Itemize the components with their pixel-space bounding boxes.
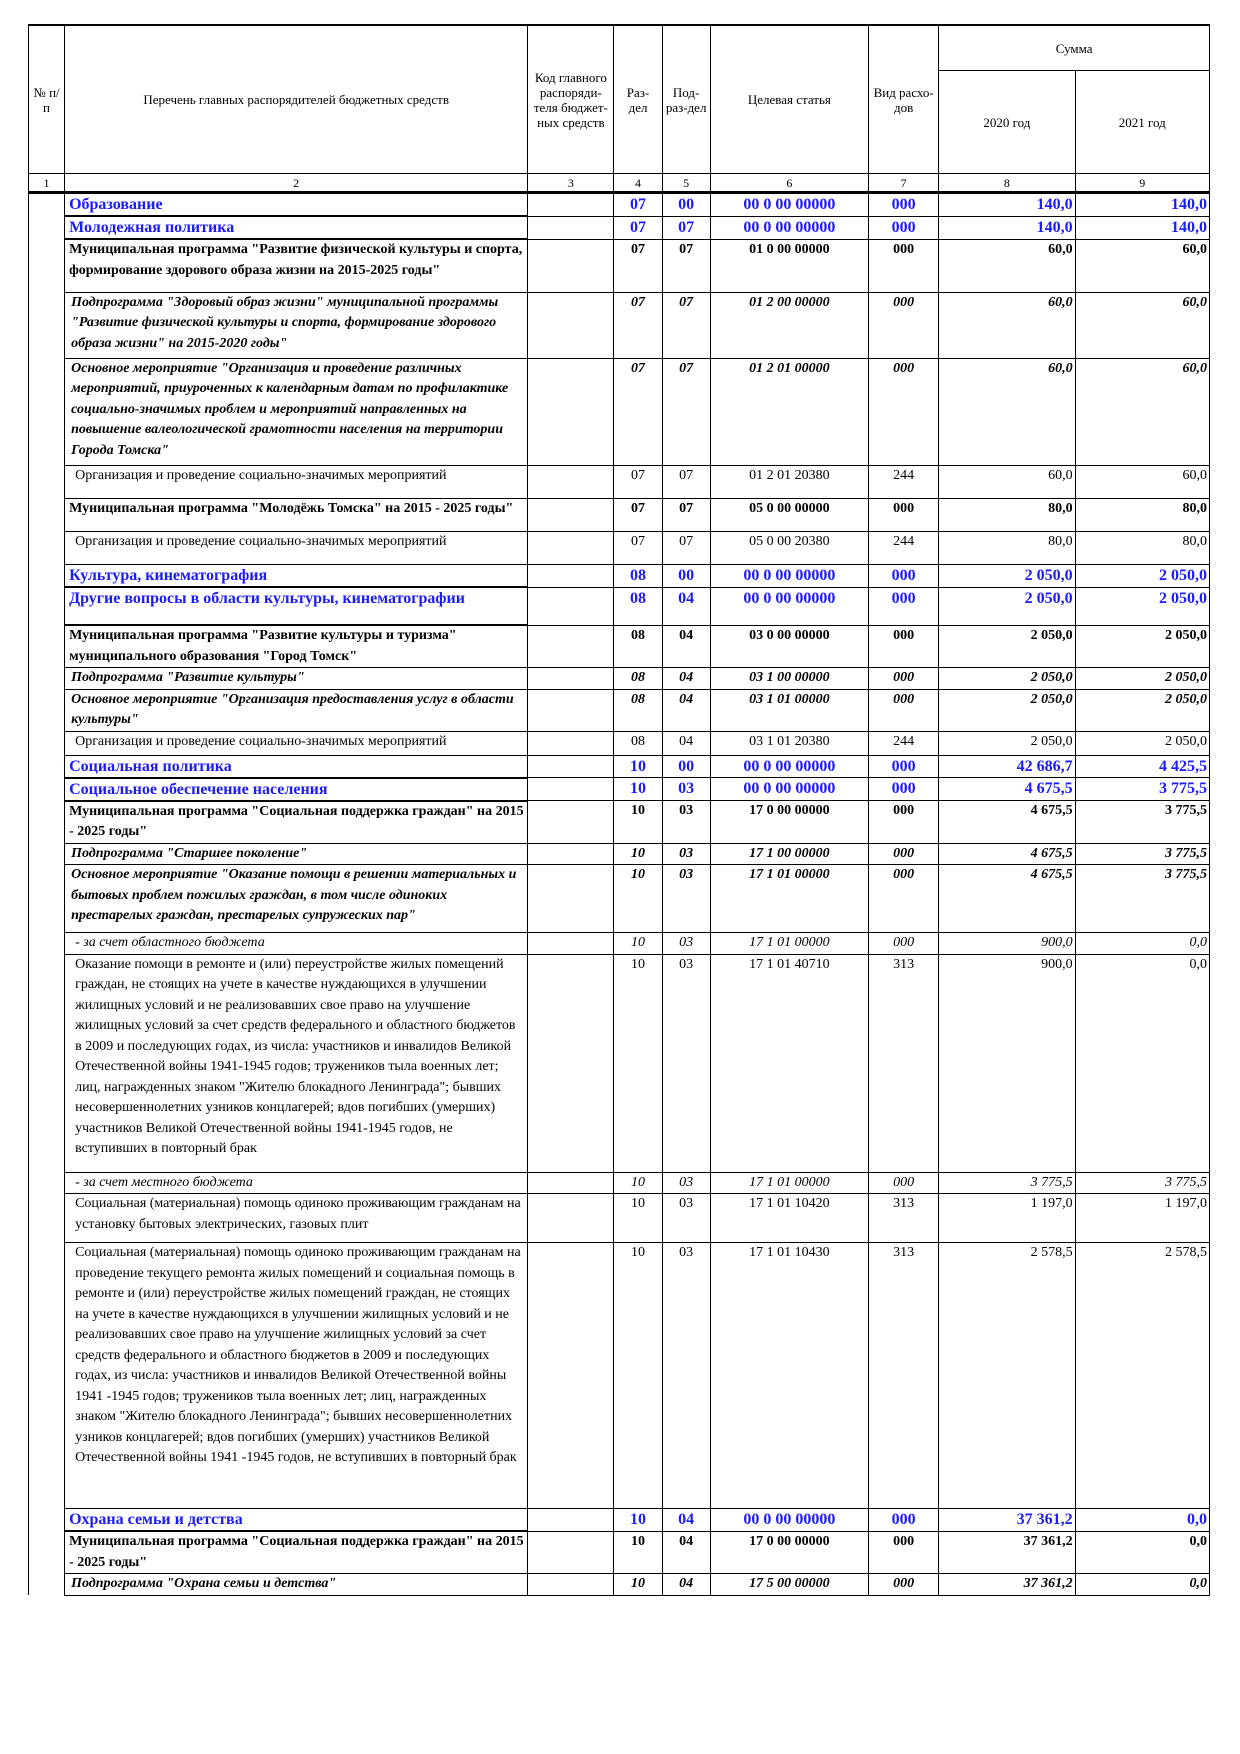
row-sum-2020: 3 775,5	[939, 1172, 1075, 1194]
table-row	[29, 954, 1210, 1172]
row-num-cell	[29, 865, 65, 933]
header-2021: 2021 год	[1075, 71, 1209, 174]
row-num-cell	[29, 755, 65, 778]
row-sum-2020: 4 675,5	[939, 843, 1075, 865]
row-podrazdel: 04	[662, 668, 710, 690]
col-number: 1	[29, 174, 65, 193]
row-razdel: 10	[614, 933, 662, 955]
row-razdel: 08	[614, 689, 662, 731]
row-sum-2021: 2 050,0	[1075, 625, 1209, 668]
table-row	[29, 668, 1210, 690]
row-target: 17 1 01 40710	[710, 954, 868, 1172]
row-name: Оказание помощи в ремонте и (или) переустройстве жилых помещений граждан, не стоящих на учете в качестве нуждающихся в улучшении жилищных условий и не реализовавших свое право на улучшение жилищных условий за счет средств федерального и областного бюджетов в 2009 и последующих годах, из числа: участников и инвалидов Великой Отечественной войны 1941-1945 годов; тружеников тыла военных лет; лиц, награжденных знаком "Жителю блокадного Ленинграда"; бывших несовершеннолетних узников концлагерей; вдов погибших (умерших) участников Великой Отечественной войны 1941-1945 годов, не вступивших в повторный брак	[65, 954, 528, 1172]
row-num-cell	[29, 239, 65, 292]
row-vid: 244	[869, 731, 939, 755]
row-target: 00 0 00 00000	[710, 193, 868, 217]
row-num-cell	[29, 531, 65, 564]
row-target: 03 1 00 00000	[710, 668, 868, 690]
row-name: Организация и проведение социально-значимых мероприятий	[65, 465, 528, 498]
row-podrazdel: 00	[662, 755, 710, 778]
row-razdel: 10	[614, 1243, 662, 1509]
row-target: 17 0 00 00000	[710, 1531, 868, 1574]
row-code	[528, 239, 614, 292]
row-sum-2021: 80,0	[1075, 531, 1209, 564]
row-name: Социальная (материальная) помощь одиноко проживающим гражданам на установку бытовых электрических, газовых плит	[65, 1194, 528, 1243]
row-vid: 000	[869, 239, 939, 292]
row-vid: 000	[869, 865, 939, 933]
row-num-cell	[29, 731, 65, 755]
row-sum-2021: 60,0	[1075, 358, 1209, 465]
row-name: Культура, кинематография	[65, 564, 528, 587]
row-code	[528, 731, 614, 755]
row-vid: 000	[869, 358, 939, 465]
row-name: Муниципальная программа "Социальная поддержка граждан" на 2015 - 2025 годы"	[65, 1531, 528, 1574]
table-row	[29, 465, 1210, 498]
row-podrazdel: 03	[662, 865, 710, 933]
row-razdel: 08	[614, 731, 662, 755]
table-row	[29, 358, 1210, 465]
row-code	[528, 933, 614, 955]
row-name: Социальная (материальная) помощь одиноко проживающим гражданам на проведение текущего ремонта жилых помещений и социальная помощь в ремонте и (или) переустройстве жилых помещений граждан, не стоящих на учете в качестве нуждающихся в улучшении жилищных условий и не реализовавших свое право на улучшение жилищных условий за счет средств федерального и областного бюджетов в 2009 и последующих годах, из числа: участников и инвалидов Великой Отечественной войны 1941 -1945 годов; тружеников тыла военных лет; лиц, награжденных знаком "Жителю блокадного Ленинграда"; бывших несовершеннолетних узников концлагерей; вдов погибших (умерших) участников Великой Отечественной войны 1941 -1945 годов, не вступивших в повторный брак	[65, 1243, 528, 1509]
row-sum-2020: 60,0	[939, 292, 1075, 358]
row-num-cell	[29, 1574, 65, 1596]
row-podrazdel: 03	[662, 1243, 710, 1509]
row-target: 00 0 00 00000	[710, 755, 868, 778]
row-sum-2021: 60,0	[1075, 465, 1209, 498]
row-sum-2021: 2 050,0	[1075, 668, 1209, 690]
header-name: Перечень главных распорядителей бюджетных средств	[65, 25, 528, 174]
row-podrazdel: 04	[662, 625, 710, 668]
row-name: Муниципальная программа "Развитие физической культуры и спорта, формирование здорового образа жизни на 2015-2025 годы"	[65, 239, 528, 292]
row-target: 01 0 00 00000	[710, 239, 868, 292]
row-code	[528, 778, 614, 801]
row-sum-2020: 4 675,5	[939, 865, 1075, 933]
row-razdel: 08	[614, 625, 662, 668]
row-vid: 000	[869, 216, 939, 239]
row-name: Основное мероприятие "Организация и проведение различных мероприятий, приуроченных к календарным датам по профилактике социально-значимых проблем и мероприятий направленных на повышение валеологической грамотности населения на территории Города Томска"	[65, 358, 528, 465]
row-sum-2020: 2 050,0	[939, 564, 1075, 587]
header-target: Целевая статья	[710, 25, 868, 174]
table-row	[29, 731, 1210, 755]
row-num-cell	[29, 587, 65, 625]
table-row	[29, 801, 1210, 844]
row-vid: 000	[869, 1172, 939, 1194]
row-code	[528, 1194, 614, 1243]
row-code	[528, 465, 614, 498]
table-row	[29, 1172, 1210, 1194]
row-name: - за счет областного бюджета	[65, 933, 528, 955]
row-podrazdel: 04	[662, 731, 710, 755]
row-podrazdel: 07	[662, 239, 710, 292]
row-code	[528, 1509, 614, 1532]
row-target: 00 0 00 00000	[710, 564, 868, 587]
row-name: Муниципальная программа "Молодёжь Томска" на 2015 - 2025 годы"	[65, 498, 528, 531]
budget-table	[28, 24, 1210, 1596]
row-sum-2020: 1 197,0	[939, 1194, 1075, 1243]
row-target: 05 0 00 00000	[710, 498, 868, 531]
row-sum-2020: 37 361,2	[939, 1509, 1075, 1532]
row-num-cell	[29, 1509, 65, 1532]
row-target: 03 1 01 00000	[710, 689, 868, 731]
row-code	[528, 292, 614, 358]
col-number: 6	[710, 174, 868, 193]
row-razdel: 07	[614, 216, 662, 239]
table-row	[29, 1509, 1210, 1532]
row-code	[528, 954, 614, 1172]
col-number: 9	[1075, 174, 1209, 193]
row-num-cell	[29, 933, 65, 955]
row-sum-2021: 80,0	[1075, 498, 1209, 531]
row-vid: 000	[869, 755, 939, 778]
row-sum-2020: 140,0	[939, 216, 1075, 239]
row-sum-2020: 2 050,0	[939, 731, 1075, 755]
table-row	[29, 498, 1210, 531]
row-code	[528, 689, 614, 731]
row-num-cell	[29, 1531, 65, 1574]
row-razdel: 07	[614, 531, 662, 564]
row-code	[528, 587, 614, 625]
row-name: Подпрограмма "Здоровый образ жизни" муниципальной программы "Развитие физической культуры и спорта, формирование здорового образа жизни" на 2015-2020 годы"	[65, 292, 528, 358]
row-podrazdel: 04	[662, 1509, 710, 1532]
row-sum-2020: 37 361,2	[939, 1531, 1075, 1574]
row-target: 01 2 00 00000	[710, 292, 868, 358]
row-sum-2020: 2 050,0	[939, 689, 1075, 731]
row-sum-2020: 80,0	[939, 498, 1075, 531]
row-target: 17 0 00 00000	[710, 801, 868, 844]
row-sum-2021: 3 775,5	[1075, 801, 1209, 844]
header-code: Код главного распоряди-теля бюджет-ных средств	[528, 25, 614, 174]
row-sum-2021: 4 425,5	[1075, 755, 1209, 778]
row-podrazdel: 04	[662, 689, 710, 731]
row-podrazdel: 07	[662, 216, 710, 239]
row-code	[528, 193, 614, 217]
table-row	[29, 865, 1210, 933]
row-razdel: 10	[614, 1194, 662, 1243]
row-name: Организация и проведение социально-значимых мероприятий	[65, 731, 528, 755]
col-number: 3	[528, 174, 614, 193]
row-name: Охрана семьи и детства	[65, 1509, 528, 1532]
row-vid: 000	[869, 843, 939, 865]
row-razdel: 10	[614, 1509, 662, 1532]
row-podrazdel: 04	[662, 1574, 710, 1596]
row-name: Социальное обеспечение населения	[65, 778, 528, 801]
row-sum-2020: 4 675,5	[939, 778, 1075, 801]
table-row	[29, 564, 1210, 587]
row-sum-2021: 2 050,0	[1075, 564, 1209, 587]
row-name: Подпрограмма "Старшее поколение"	[65, 843, 528, 865]
row-sum-2021: 2 578,5	[1075, 1243, 1209, 1509]
row-name: Подпрограмма "Развитие культуры"	[65, 668, 528, 690]
row-code	[528, 216, 614, 239]
row-podrazdel: 00	[662, 193, 710, 217]
row-razdel: 10	[614, 865, 662, 933]
row-razdel: 10	[614, 843, 662, 865]
row-num-cell	[29, 465, 65, 498]
row-name: Образование	[65, 193, 528, 217]
row-code	[528, 1172, 614, 1194]
row-name: Организация и проведение социально-значимых мероприятий	[65, 531, 528, 564]
row-sum-2020: 60,0	[939, 358, 1075, 465]
row-vid: 000	[869, 689, 939, 731]
row-razdel: 08	[614, 564, 662, 587]
row-vid: 000	[869, 498, 939, 531]
row-podrazdel: 07	[662, 465, 710, 498]
row-target: 17 1 01 10430	[710, 1243, 868, 1509]
row-num-cell	[29, 216, 65, 239]
row-vid: 000	[869, 193, 939, 217]
row-target: 17 1 00 00000	[710, 843, 868, 865]
row-vid: 000	[869, 1531, 939, 1574]
row-razdel: 10	[614, 954, 662, 1172]
row-razdel: 07	[614, 465, 662, 498]
row-target: 01 2 01 20380	[710, 465, 868, 498]
row-code	[528, 1531, 614, 1574]
row-sum-2020: 42 686,7	[939, 755, 1075, 778]
row-code	[528, 1574, 614, 1596]
table-body	[29, 193, 1210, 1596]
row-podrazdel: 03	[662, 1172, 710, 1194]
row-razdel: 10	[614, 801, 662, 844]
row-vid: 244	[869, 465, 939, 498]
row-num-cell	[29, 954, 65, 1172]
row-name: - за счет местного бюджета	[65, 1172, 528, 1194]
table-row	[29, 292, 1210, 358]
row-vid: 000	[869, 625, 939, 668]
table-header	[29, 25, 1210, 193]
row-name: Муниципальная программа "Развитие культуры и туризма" муниципального образования "Город Томск"	[65, 625, 528, 668]
row-sum-2020: 80,0	[939, 531, 1075, 564]
table-row	[29, 843, 1210, 865]
row-sum-2021: 1 197,0	[1075, 1194, 1209, 1243]
row-sum-2021: 2 050,0	[1075, 689, 1209, 731]
table-row	[29, 1194, 1210, 1243]
table-row	[29, 216, 1210, 239]
row-razdel: 08	[614, 587, 662, 625]
header-razdel: Раз-дел	[614, 25, 662, 174]
row-num-cell	[29, 668, 65, 690]
row-sum-2020: 900,0	[939, 933, 1075, 955]
table-row	[29, 1243, 1210, 1509]
table-row	[29, 625, 1210, 668]
row-target: 17 1 01 00000	[710, 933, 868, 955]
row-razdel: 10	[614, 1531, 662, 1574]
row-podrazdel: 03	[662, 801, 710, 844]
row-razdel: 08	[614, 668, 662, 690]
row-podrazdel: 03	[662, 778, 710, 801]
header-vid: Вид расхо-дов	[869, 25, 939, 174]
row-vid: 000	[869, 668, 939, 690]
row-vid: 000	[869, 292, 939, 358]
row-name: Молодежная политика	[65, 216, 528, 239]
row-vid: 000	[869, 778, 939, 801]
row-num-cell	[29, 564, 65, 587]
row-sum-2021: 2 050,0	[1075, 587, 1209, 625]
row-vid: 000	[869, 1509, 939, 1532]
row-target: 00 0 00 00000	[710, 778, 868, 801]
row-code	[528, 668, 614, 690]
row-code	[528, 755, 614, 778]
table-row	[29, 239, 1210, 292]
row-code	[528, 358, 614, 465]
row-target: 17 1 01 00000	[710, 1172, 868, 1194]
row-num-cell	[29, 193, 65, 217]
row-code	[528, 865, 614, 933]
row-razdel: 10	[614, 755, 662, 778]
row-sum-2021: 60,0	[1075, 292, 1209, 358]
row-vid: 000	[869, 801, 939, 844]
row-sum-2020: 900,0	[939, 954, 1075, 1172]
row-sum-2020: 2 050,0	[939, 625, 1075, 668]
row-sum-2021: 3 775,5	[1075, 778, 1209, 801]
row-vid: 313	[869, 1243, 939, 1509]
row-podrazdel: 03	[662, 954, 710, 1172]
row-vid: 244	[869, 531, 939, 564]
col-number: 5	[662, 174, 710, 193]
row-sum-2021: 0,0	[1075, 1574, 1209, 1596]
row-num-cell	[29, 292, 65, 358]
row-name: Подпрограмма "Охрана семьи и детства"	[65, 1574, 528, 1596]
row-razdel: 07	[614, 193, 662, 217]
row-num-cell	[29, 498, 65, 531]
table-row	[29, 778, 1210, 801]
row-code	[528, 801, 614, 844]
row-target: 03 0 00 00000	[710, 625, 868, 668]
row-sum-2020: 2 050,0	[939, 587, 1075, 625]
row-vid: 000	[869, 564, 939, 587]
row-sum-2021: 0,0	[1075, 1531, 1209, 1574]
row-code	[528, 1243, 614, 1509]
row-razdel: 07	[614, 358, 662, 465]
row-num-cell	[29, 801, 65, 844]
row-name: Основное мероприятие "Оказание помощи в решении материальных и бытовых проблем пожилых граждан, в том числе одиноких престарелых граждан, престарелых супружеских пар"	[65, 865, 528, 933]
row-podrazdel: 03	[662, 843, 710, 865]
budget-table-page	[28, 24, 1210, 1596]
row-podrazdel: 07	[662, 292, 710, 358]
row-sum-2021: 3 775,5	[1075, 843, 1209, 865]
row-sum-2021: 0,0	[1075, 1509, 1209, 1532]
row-code	[528, 843, 614, 865]
table-row	[29, 1574, 1210, 1596]
row-podrazdel: 07	[662, 531, 710, 564]
row-sum-2020: 140,0	[939, 193, 1075, 217]
row-razdel: 10	[614, 778, 662, 801]
row-name: Муниципальная программа "Социальная поддержка граждан" на 2015 - 2025 годы"	[65, 801, 528, 844]
row-podrazdel: 03	[662, 1194, 710, 1243]
row-num-cell	[29, 625, 65, 668]
table-row	[29, 755, 1210, 778]
row-num-cell	[29, 778, 65, 801]
row-razdel: 07	[614, 498, 662, 531]
col-number: 4	[614, 174, 662, 193]
row-num-cell	[29, 843, 65, 865]
table-row	[29, 933, 1210, 955]
row-razdel: 10	[614, 1172, 662, 1194]
row-sum-2021: 3 775,5	[1075, 865, 1209, 933]
header-2020: 2020 год	[939, 71, 1075, 174]
row-num-cell	[29, 689, 65, 731]
table-row	[29, 587, 1210, 625]
row-target: 17 1 01 00000	[710, 865, 868, 933]
row-target: 17 1 01 10420	[710, 1194, 868, 1243]
row-podrazdel: 00	[662, 564, 710, 587]
row-sum-2020: 2 050,0	[939, 668, 1075, 690]
row-vid: 000	[869, 1574, 939, 1596]
col-number: 7	[869, 174, 939, 193]
row-razdel: 07	[614, 239, 662, 292]
row-sum-2021: 2 050,0	[1075, 731, 1209, 755]
row-num-cell	[29, 1172, 65, 1194]
row-code	[528, 564, 614, 587]
header-sum: Сумма	[939, 25, 1210, 71]
row-target: 00 0 00 00000	[710, 216, 868, 239]
row-sum-2020: 2 578,5	[939, 1243, 1075, 1509]
row-num-cell	[29, 1243, 65, 1509]
table-row	[29, 531, 1210, 564]
col-number: 2	[65, 174, 528, 193]
row-vid: 313	[869, 1194, 939, 1243]
row-podrazdel: 04	[662, 587, 710, 625]
row-podrazdel: 03	[662, 933, 710, 955]
row-podrazdel: 04	[662, 1531, 710, 1574]
row-sum-2021: 0,0	[1075, 933, 1209, 955]
row-sum-2021: 60,0	[1075, 239, 1209, 292]
table-row	[29, 193, 1210, 217]
row-target: 05 0 00 20380	[710, 531, 868, 564]
row-sum-2020: 4 675,5	[939, 801, 1075, 844]
row-num-cell	[29, 358, 65, 465]
row-sum-2020: 60,0	[939, 465, 1075, 498]
row-target: 00 0 00 00000	[710, 1509, 868, 1532]
row-code	[528, 531, 614, 564]
row-name: Социальная политика	[65, 755, 528, 778]
row-sum-2021: 0,0	[1075, 954, 1209, 1172]
col-number: 8	[939, 174, 1075, 193]
row-podrazdel: 07	[662, 358, 710, 465]
row-sum-2020: 37 361,2	[939, 1574, 1075, 1596]
row-target: 03 1 01 20380	[710, 731, 868, 755]
row-sum-2020: 60,0	[939, 239, 1075, 292]
row-vid: 313	[869, 954, 939, 1172]
row-sum-2021: 140,0	[1075, 193, 1209, 217]
row-vid: 000	[869, 587, 939, 625]
row-razdel: 10	[614, 1574, 662, 1596]
header-num: № п/п	[29, 25, 65, 174]
table-row	[29, 1531, 1210, 1574]
row-sum-2021: 3 775,5	[1075, 1172, 1209, 1194]
row-name: Другие вопросы в области культуры, кинематографии	[65, 587, 528, 625]
row-target: 00 0 00 00000	[710, 587, 868, 625]
table-row	[29, 689, 1210, 731]
row-vid: 000	[869, 933, 939, 955]
row-podrazdel: 07	[662, 498, 710, 531]
row-code	[528, 625, 614, 668]
header-podrazdel: Под-раз-дел	[662, 25, 710, 174]
row-name: Основное мероприятие "Организация предоставления услуг в области культуры"	[65, 689, 528, 731]
row-sum-2021: 140,0	[1075, 216, 1209, 239]
row-code	[528, 498, 614, 531]
row-razdel: 07	[614, 292, 662, 358]
row-target: 01 2 01 00000	[710, 358, 868, 465]
row-target: 17 5 00 00000	[710, 1574, 868, 1596]
row-num-cell	[29, 1194, 65, 1243]
